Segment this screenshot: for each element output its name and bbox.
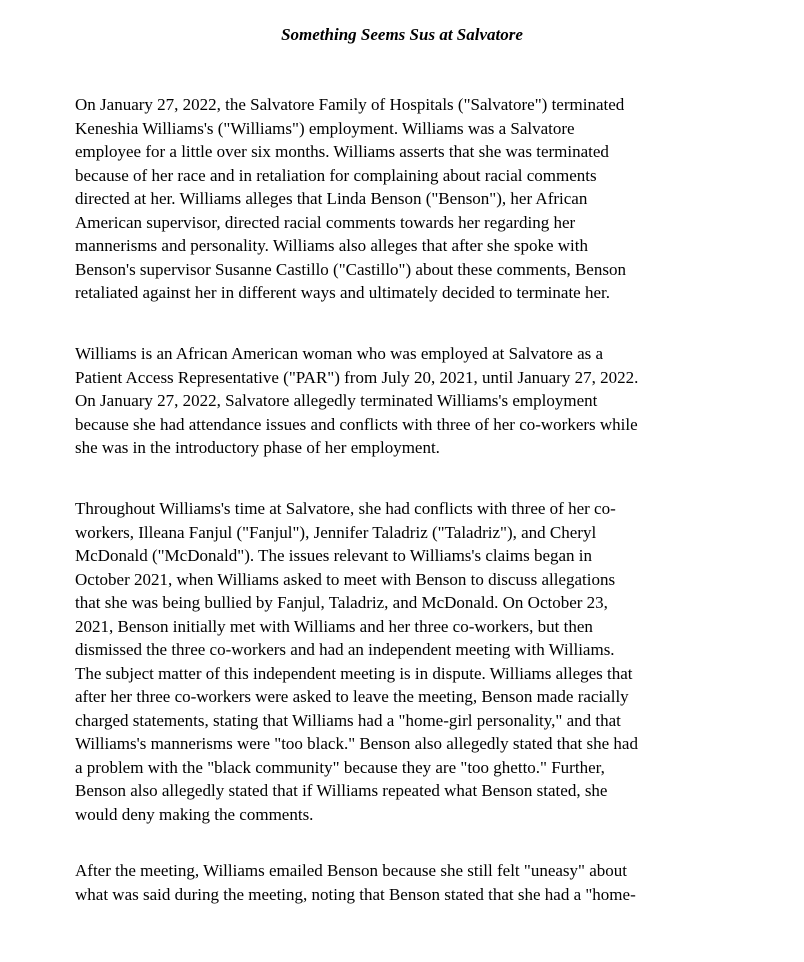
- paragraph-employment-background: [75, 342, 735, 460]
- text-line: employee for a little over six months. Williams asserts that she was terminated: [75, 142, 609, 161]
- document-title: Something Seems Sus at Salvatore: [281, 25, 523, 44]
- text-line: mannerisms and personality. Williams also alleges that after she spoke with: [75, 236, 588, 255]
- text-line: Benson also allegedly stated that if Williams repeated what Benson stated, she: [75, 781, 608, 800]
- text-line: Throughout Williams's time at Salvatore, she had conflicts with three of her co-: [75, 499, 616, 518]
- text-line: a problem with the "black community" because they are "too ghetto." Further,: [75, 757, 605, 777]
- text-line: October 2021, when Williams asked to meet with Benson to discuss allegations: [75, 569, 616, 589]
- text-line: Benson's supervisor Susanne Castillo ("Castillo") about these comments, Benson: [75, 259, 626, 279]
- paragraph-coworker-conflicts: [75, 497, 735, 826]
- text-line: American supervisor, directed racial comments towards her regarding her: [75, 212, 576, 232]
- text-line: charged statements, stating that Williams had a "home-girl personality," and that: [75, 710, 621, 730]
- text-line: after her three co-workers were asked to leave the meeting, Benson made racially: [75, 687, 629, 706]
- text-line: Keneshia Williams's ("Williams") employment. Williams was a Salvatore: [75, 118, 575, 138]
- text-line: that she was being bullied by Fanjul, Taladriz, and McDonald. On October 23,: [75, 593, 608, 612]
- text-line: On January 27, 2022, Salvatore allegedly terminated Williams's employment: [75, 391, 598, 410]
- text-line: directed at her. Williams alleges that Linda Benson ("Benson"), her African: [75, 189, 588, 208]
- paragraph-termination-summary: [75, 93, 735, 305]
- text-line: Williams is an African American woman who was employed at Salvatore as a: [75, 344, 604, 363]
- text-line: because of her race and in retaliation for complaining about racial comments: [75, 165, 597, 185]
- text-line: Williams's mannerisms were "too black." Benson also allegedly stated that she had: [75, 734, 638, 753]
- paragraph-after-meeting: [75, 859, 735, 906]
- text-line: retaliated against her in different ways and ultimately decided to terminate her.: [75, 283, 610, 302]
- text-line: dismissed the three co-workers and had an independent meeting with Williams.: [75, 640, 615, 659]
- text-line: The subject matter of this independent meeting is in dispute. Williams alleges that: [75, 663, 633, 683]
- text-line: would deny making the comments.: [75, 804, 314, 824]
- text-line: because she had attendance issues and conflicts with three of her co-workers while: [75, 414, 638, 434]
- text-line: what was said during the meeting, noting that Benson stated that she had a "home-: [75, 884, 636, 904]
- text-line: workers, Illeana Fanjul ("Fanjul"), Jennifer Taladriz ("Taladriz"), and Cheryl: [75, 522, 597, 542]
- text-line: After the meeting, Williams emailed Benson because she still felt "uneasy" about: [75, 861, 628, 880]
- text-line: she was in the introductory phase of her employment.: [75, 438, 440, 457]
- text-line: 2021, Benson initially met with Williams and her three co-workers, but then: [75, 616, 593, 636]
- text-line: On January 27, 2022, the Salvatore Family of Hospitals ("Salvatore") terminated: [75, 95, 625, 114]
- text-line: Patient Access Representative ("PAR") from July 20, 2021, until January 27, 2022.: [75, 367, 639, 387]
- text-line: McDonald ("McDonald"). The issues relevant to Williams's claims began in: [75, 546, 593, 565]
